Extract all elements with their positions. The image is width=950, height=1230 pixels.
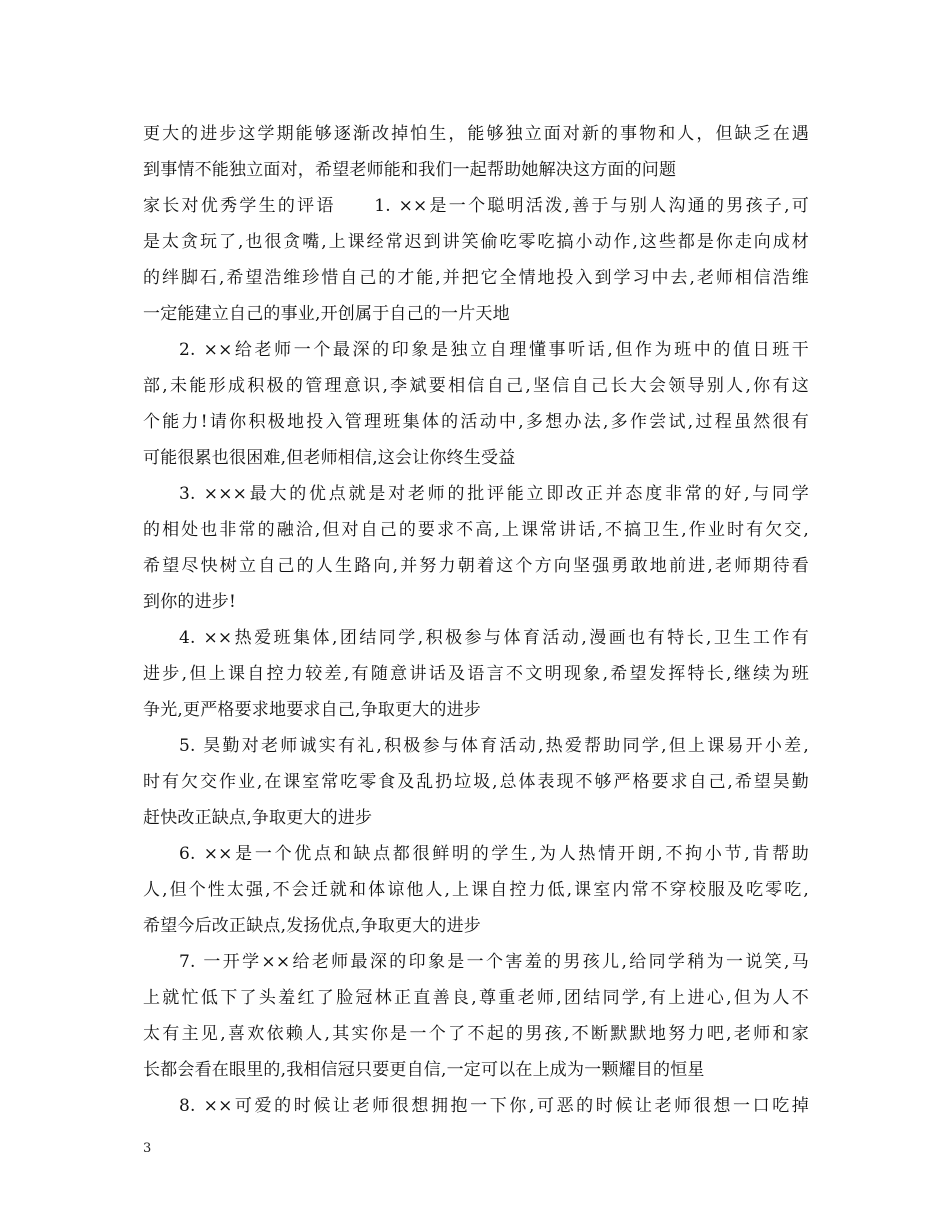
text-line: 4. ××热爱班集体,团结同学,积极参与体育活动,漫画也有特长,卫生工作有 bbox=[179, 628, 809, 648]
text-line: 可能很累也很困难,但老师相信,这会让你终生受益 bbox=[143, 448, 516, 468]
text-line: 到你的进步! bbox=[143, 592, 237, 612]
text-line: 7. 一开学××给老师最深的印象是一个害羞的男孩儿,给同学稍为一说笑,马 bbox=[179, 952, 809, 972]
text-line: 长都会看在眼里的,我相信冠只要更自信,一定可以在上成为一颗耀目的恒星 bbox=[143, 1060, 705, 1080]
text-line: 希望今后改正缺点,发扬优点,争取更大的进步 bbox=[143, 916, 482, 936]
text-line: 上就忙低下了头羞红了脸冠林正直善良,尊重老师,团结同学,有上进心,但为人不 bbox=[143, 988, 809, 1008]
text-line: 太有主见,喜欢依赖人,其实你是一个了不起的男孩,不断默默地努力吧,老师和家 bbox=[143, 1024, 809, 1044]
text-line: 的绊脚石,希望浩维珍惜自己的才能,并把它全情地投入到学习中去,老师相信浩维 bbox=[143, 268, 809, 288]
text-line: 希望尽快树立自己的人生路向,并努力朝着这个方向坚强勇敢地前进,老师期待看 bbox=[143, 556, 809, 576]
text-line: 个能力!请你积极地投入管理班集体的活动中,多想办法,多作尝试,过程虽然很有 bbox=[143, 412, 809, 432]
text-line: 更大的进步这学期能够逐渐改掉怕生，能够独立面对新的事物和人，但缺乏在遇 bbox=[143, 124, 809, 144]
document-body bbox=[143, 116, 809, 1124]
text-line: 3. ×××最大的优点就是对老师的批评能立即改正并态度非常的好,与同学 bbox=[179, 484, 809, 504]
text-line: 进步,但上课自控力较差,有随意讲话及语言不文明现象,希望发挥特长,继续为班 bbox=[143, 664, 809, 684]
text-line: 一定能建立自己的事业,开创属于自己的一片天地 bbox=[143, 304, 510, 324]
text-line: 是太贪玩了,也很贪嘴,上课经常迟到讲笑偷吃零吃搞小动作,这些都是你走向成材 bbox=[143, 232, 809, 252]
text-line: 的相处也非常的融洽,但对自己的要求不高,上课常讲话,不搞卫生,作业时有欠交, bbox=[143, 520, 809, 540]
text-line: 争光,更严格要求地要求自己,争取更大的进步 bbox=[143, 700, 482, 720]
text-line: 时有欠交作业,在课室常吃零食及乱扔垃圾,总体表现不够严格要求自己,希望昊勤 bbox=[143, 772, 809, 792]
text-line: 赶快改正缺点,争取更大的进步 bbox=[143, 808, 373, 828]
text-line: 8. ××可爱的时候让老师很想拥抱一下你,可恶的时候让老师很想一口吃掉 bbox=[179, 1096, 809, 1116]
text-line: 家长对优秀学生的评语 1. ××是一个聪明活泼,善于与别人沟通的男孩子,可 bbox=[143, 196, 809, 216]
text-line: 6. ××是一个优点和缺点都很鲜明的学生,为人热情开朗,不拘小节,肯帮助 bbox=[179, 844, 809, 864]
text-line: 2. ××给老师一个最深的印象是独立自理懂事听话,但作为班中的值日班干 bbox=[179, 340, 809, 360]
page-number: 3 bbox=[143, 1141, 152, 1156]
text-line: 到事情不能独立面对，希望老师能和我们一起帮助她解决这方面的问题 bbox=[143, 160, 677, 180]
text-line: 人,但个性太强,不会迁就和体谅他人,上课自控力低,课室内常不穿校服及吃零吃, bbox=[143, 880, 809, 900]
text-line: 5. 昊勤对老师诚实有礼,积极参与体育活动,热爱帮助同学,但上课易开小差, bbox=[179, 736, 809, 756]
text-line: 部,未能形成积极的管理意识,李斌要相信自己,坚信自己长大会领导别人,你有这 bbox=[143, 376, 809, 396]
